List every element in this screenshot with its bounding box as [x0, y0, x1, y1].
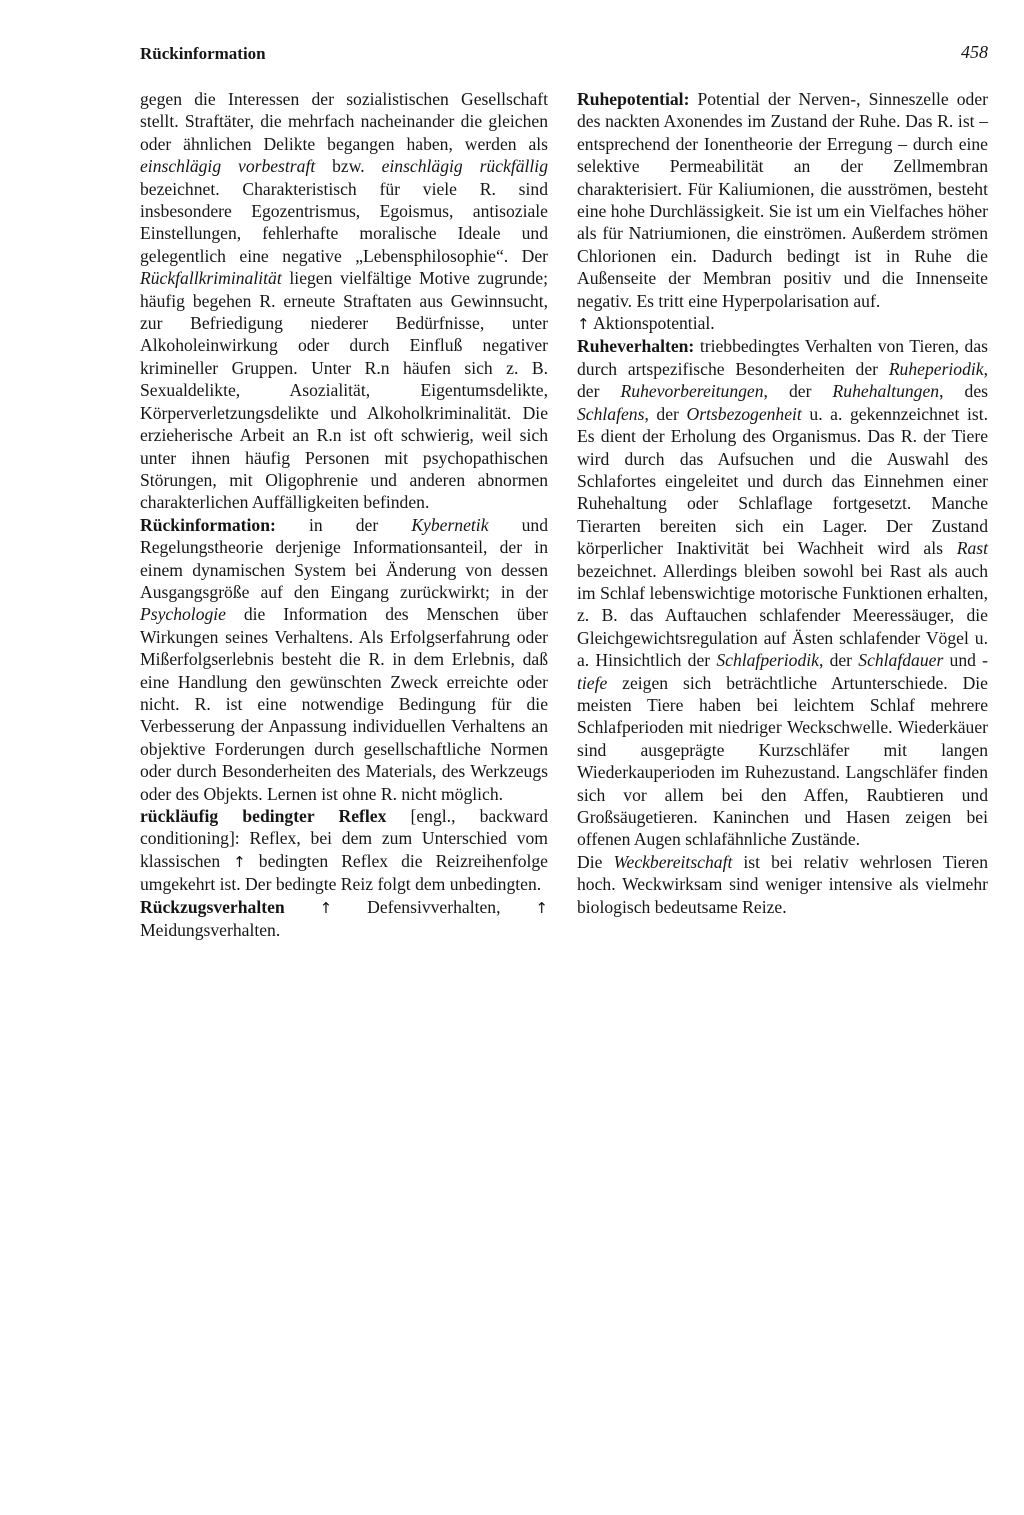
emphasis: Rast: [956, 538, 988, 559]
text: und Regelungstheorie derjenige Informationsanteil, der in einem dynamischen System bei Änderung von dessen Ausgangsgröße auf den Eingang zurückwirkt; in der: [140, 514, 548, 602]
left-column: [140, 88, 548, 941]
text: in der: [275, 514, 412, 535]
emphasis: Ruhehaltungen: [832, 381, 940, 402]
text: u. a. gekennzeichnet ist. Es dient der Erholung des Organismus. Das R. der Tiere wird durch das Aufsuchen und die Auswahl des Schlafortes eingeleitet und durch das Einnehmen einer Ruhehaltung oder Schlaflage fortgesetzt. Manche Tierarten bereiten sich ein Lager. Der Zustand körperlicher Inaktivität bei Wachheit wird als: [577, 403, 988, 559]
running-head: Rückinformation: [140, 44, 266, 63]
entry-ruhepotential: [577, 88, 988, 312]
text: , der: [763, 381, 833, 402]
entry-ruheverhalten: [577, 335, 988, 850]
lemma: Rückzugsverhalten: [140, 896, 285, 917]
text: Defensivverhalten,: [332, 896, 536, 917]
up-arrow-icon: ↑: [535, 898, 548, 917]
entry-rueckzugsverhalten: [140, 896, 548, 942]
emphasis: Psychologie: [140, 604, 226, 625]
emphasis: einschlägig rückfällig: [381, 156, 548, 177]
text: zeigen sich beträchtliche Artunterschiede. Die meisten Tiere haben bei leichtem Schlaf mehrere Schlafperioden mit niedriger Weckschwelle. Wiederkäuer sind ausgeprägte Kurzschläfer mit langen Wiederkauperioden im Ruhezustand. Langschläfer finden sich vor allem bei den Affen, Raubtieren und Großsäugetieren. Kaninchen und Hasen zeigen bei offenen Augen schlafähnliche Zustände.: [577, 672, 988, 850]
lemma: Ruhepotential: [577, 89, 684, 109]
emphasis: einschlägig vorbestraft: [140, 156, 316, 177]
emphasis: Schlafperiodik: [716, 650, 819, 671]
emphasis: Schlafens: [577, 403, 645, 424]
text: , der: [644, 403, 687, 424]
emphasis: -tiefe: [577, 650, 988, 693]
paragraph-weckbereitschaft: [577, 851, 988, 918]
entry-continuation: [140, 88, 548, 514]
page-number: 458: [961, 42, 988, 62]
text: [engl., backward conditioning]: Reflex, bei dem zum Unterschied vom klassischen: [140, 806, 548, 871]
lemma-separator: :: [683, 89, 690, 109]
text: bezeichnet. Allerdings bleiben sowohl bei Rast als auch im Schlaf lebenswichtige motorische Funktionen erhalten, z. B. das Auftauchen schlafender Meeressäuger, die Gleichgewichtsregulation auf Ästen schlafender Vögel u. a. Hinsichtlich der: [577, 560, 988, 671]
emphasis: Weckbereitschaft: [613, 851, 733, 872]
text: die Information des Menschen über Wirkungen seines Verhaltens. Als Erfolgserfahrung oder Mißerfolgserlebnis besteht die R. in dem Erlebnis, daß eine Handlung den gewünschten Zweck erreichte oder nicht. R. ist eine notwendige Bedingung für die Verbesserung der Anpassung individuellen Verhaltens an objektive Forderungen durch gesellschaftliche Normen oder durch Besonderheiten des Materials, des Werkzeugs oder des Objekts. Lernen ist ohne R. nicht möglich.: [140, 604, 548, 804]
emphasis: Ortsbezogenheit: [686, 403, 802, 424]
entry-rueckl-reflex: [140, 805, 548, 896]
up-arrow-icon: ↑: [319, 898, 333, 917]
lemma: rückläufig bedingter Reflex: [140, 806, 387, 826]
emphasis: Ruhevorbereitungen: [620, 381, 764, 402]
emphasis: Schlafdauer: [858, 650, 944, 671]
text: Potential der Nerven-, Sinneszelle oder des nackten Axonendes im Zustand der Ruhe. Das R. ist – entsprechend der Ionentheorie der Erregung – durch eine selektive Permeabilität an der Zellmembran charakterisiert. Für Kaliumionen, die ausströmen, besteht eine hohe Durchlässigkeit. Sie ist um ein Vielfaches höher als für Natriumionen, die einströmen. Außerdem strömen Chlorionen ein. Dadurch bedingt ist in Ruhe die Außenseite der Membran positiv und die Innenseite negativ. Es tritt eine Hyperpolarisation auf.: [577, 89, 988, 311]
text: Aktionspotential.: [589, 313, 715, 334]
text: gegen die Interessen der sozialistischen Gesellschaft stellt. Straftäter, die mehrfach nacheinander die gleichen oder ähnlichen Delikte begangen haben, werden als: [140, 89, 548, 154]
lemma-separator: :: [270, 514, 276, 535]
text: , des: [939, 381, 988, 402]
text: Die: [577, 851, 614, 872]
up-arrow-icon: ↑: [577, 315, 590, 334]
emphasis: Ruheperiodik: [888, 358, 984, 379]
right-column: [577, 88, 988, 918]
emphasis: Kybernetik: [411, 514, 489, 535]
lemma: Ruheverhalten: [577, 336, 689, 357]
text: liegen vielfältige Motive zugrunde; häufig begehen R. erneute Straftaten aus Gewinnsucht, zur Befriedigung niederer Bedürfnisse, unter Alkoholeinwirkung oder durch Einfluß negativer krimineller Gruppen. Unter R.n häufen sich z. B. Sexualdelikte, Asozialität, Eigentumsdelikte, Körperverletzungsdelikte und Alkoholkriminalität. Die erzieherische Arbeit an R.n ist oft schwierig, weil sich unter ihnen häufig Personen mit psychopathischen Störungen, mit Oligophrenie und anderen abnormen charakterlichen Auffälligkeiten befinden.: [140, 268, 548, 513]
text: , der: [577, 358, 988, 402]
entry-rueckinformation: [140, 514, 548, 805]
text: triebbedingtes Verhalten von Tieren, das durch artspezifische Besonderheiten der: [577, 336, 988, 379]
lemma-separator: :: [688, 336, 695, 357]
text: bedingten Reflex die Reizreihenfolge umgekehrt ist. Der bedingte Reiz folgt dem unbedingten.: [140, 850, 548, 895]
text: bzw.: [315, 156, 382, 177]
text: bezeichnet. Charakteristisch für viele R. sind insbesondere Egozentrismus, Egoismus, antisoziale Einstellungen, fehlerhafte moralische Ideale und gelegentlich eine negative „Lebensphilosophie“. Der: [140, 178, 548, 266]
text: [285, 897, 320, 917]
text: und: [943, 650, 983, 671]
text: Meidungsverhalten.: [140, 920, 281, 941]
lemma: Rückinformation: [140, 514, 271, 535]
text: ist bei relativ wehrlosen Tieren hoch. Weckwirksam sind weniger intensive als vielmehr biologisch bedeutsame Reize.: [577, 851, 988, 917]
cross-reference-aktionspotential: [577, 312, 988, 335]
emphasis: Rückfallkriminalität: [140, 268, 282, 289]
text: , der: [818, 650, 859, 671]
up-arrow-icon: ↑: [233, 852, 246, 871]
